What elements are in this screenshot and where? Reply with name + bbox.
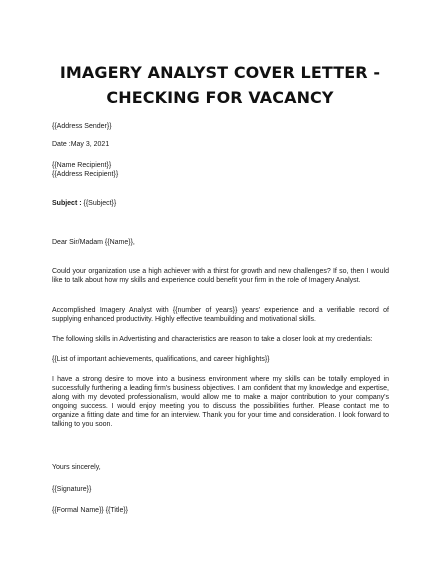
name-recipient: {{Name Recipient}} xyxy=(52,162,112,169)
date-line xyxy=(52,140,109,149)
address-recipient: {{Address Recipient}} xyxy=(52,171,119,178)
paragraph-motivation: I have a strong desire to move into a business environment where my skills can be totally employed in successfully furthering a leading firm's business objectives. I am confident that my knowledge and expertise, along with my devoted professionalism, would allow me to make a major contribution to your company's ongoing success. I would enjoy meeting you to discuss the possibilities further. Please contact me to organize a fitting date and time for an interview. Thank you for your time and consideration. I look forward to talking to you soon. xyxy=(52,376,389,428)
formal-name-title: {{Formal Name}} {{Title}} xyxy=(52,507,129,514)
date-label: Date : xyxy=(52,141,71,148)
paragraph-skills-intro: The following skills in Advertisting and characteristics are reason to take a closer look at my credentials: xyxy=(52,336,373,343)
date-value: May 3, 2021 xyxy=(70,141,110,148)
paragraph-intro: Could your organization use a high achiever with a thirst for growth and new challenges? If so, then I would like to talk about how my skills and experience could benefit your firm in the role of Imagery Analyst. xyxy=(52,268,389,284)
signature: {{Signature}} xyxy=(52,486,92,493)
title-line-2: CHECKING FOR VACANCY xyxy=(106,88,334,107)
letter-title xyxy=(52,0,388,110)
subject-value: {{Subject}} xyxy=(81,200,117,207)
subject-label: Subject : xyxy=(52,200,82,207)
closing: Yours sincerely, xyxy=(52,464,101,471)
salutation: Dear Sir/Madam {{Name}}, xyxy=(52,239,135,246)
paragraph-experience: Accomplished Imagery Analyst with {{number of years}} years' experience and a verifiable record of supplying enhanced productivity. Highly effective teambuilding and motivational skills. xyxy=(52,307,389,323)
paragraph-achievements: {{List of important achievements, qualifications, and career highlights}} xyxy=(52,356,270,363)
address-sender: {{Address Sender}} xyxy=(52,123,112,130)
subject-line xyxy=(52,199,116,208)
title-line-1: IMAGERY ANALYST COVER LETTER - xyxy=(59,63,381,82)
